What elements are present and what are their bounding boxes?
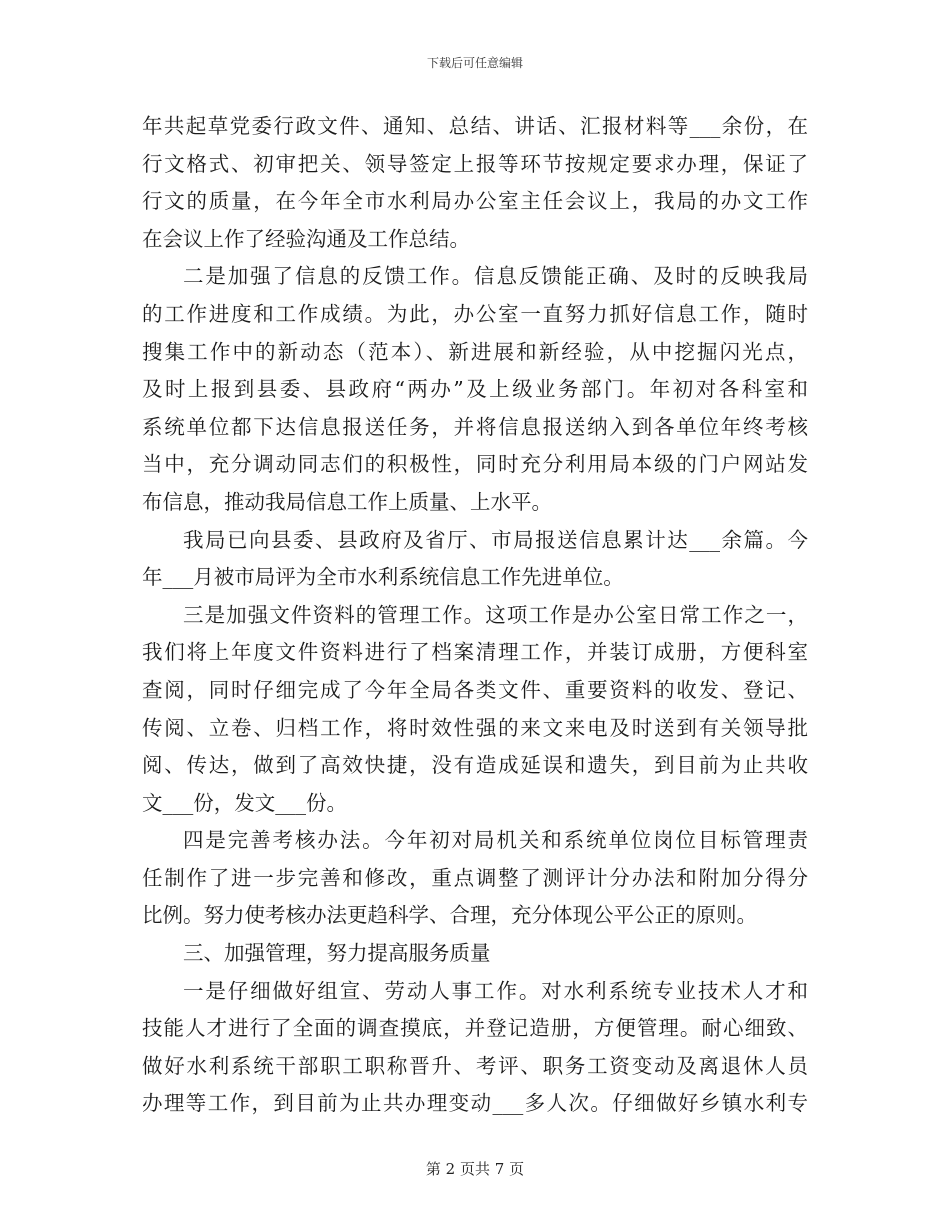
text-line: 年___月被市局评为全市水利系统信息工作先进单位。 <box>142 565 624 590</box>
text-line: 系统单位都下达信息报送任务，并将信息报送纳入到各单位年终考核 <box>142 414 808 439</box>
page-header: 下载后可任意编辑 <box>426 56 523 70</box>
text-line: 查阅，同时仔细完成了今年全局各类文件、重要资料的收发、登记、 <box>142 677 808 702</box>
text-line: 文___份，发文___份。 <box>142 790 347 815</box>
document-body <box>142 108 808 1123</box>
text-line: 在会议上作了经验沟通及工作总结。 <box>142 226 470 251</box>
text-line: 比例。努力使考核办法更趋科学、合理，充分体现公平公正的原则。 <box>142 903 757 928</box>
page-footer: 第 2 页共 7 页 <box>425 1160 525 1178</box>
text-line: 二是加强了信息的反馈工作。信息反馈能正确、及时的反映我局 <box>183 264 808 289</box>
text-line: 搜集工作中的新动态（范本）、新进展和新经验，从中挖掘闪光点， <box>142 339 808 364</box>
section-heading: 三、加强管理，努力提高服务质量 <box>183 941 491 966</box>
text-line: 布信息，推动我局信息工作上质量、上水平。 <box>142 489 552 514</box>
text-line: 的工作进度和工作成绩。为此，办公室一直努力抓好信息工作，随时 <box>142 301 808 326</box>
text-line: 四是完善考核办法。今年初对局机关和系统单位岗位目标管理责 <box>183 828 808 853</box>
text-line: 当中，充分调动同志们的积极性，同时充分利用局本级的门户网站发 <box>142 452 808 477</box>
text-line: 传阅、立卷、归档工作，将时效性强的来文来电及时送到有关领导批 <box>142 715 808 740</box>
text-line: 办理等工作，到目前为止共办理变动___多人次。仔细做好乡镇水利专 <box>142 1091 808 1116</box>
text-line: 阅、传达，做到了高效快捷，没有造成延误和遗失，到目前为止共收 <box>142 753 808 778</box>
text-line: 三是加强文件资料的管理工作。这项工作是办公室日常工作之一， <box>183 602 808 627</box>
text-line: 我局已向县委、县政府及省厅、市局报送信息累计达___余篇。今 <box>183 527 808 552</box>
text-line: 我们将上年度文件资料进行了档案清理工作，并装订成册，方便科室 <box>142 640 808 665</box>
text-line: 行文的质量，在今年全市水利局办公室主任会议上，我局的办文工作 <box>142 189 808 214</box>
text-line: 任制作了进一步完善和修改，重点调整了测评计分办法和附加分得分 <box>142 865 808 890</box>
text-line: 行文格式、初审把关、领导签定上报等环节按规定要求办理，保证了 <box>142 151 808 176</box>
text-line: 年共起草党委行政文件、通知、总结、讲话、汇报材料等___余份，在 <box>142 114 808 138</box>
text-line: 一是仔细做好组宣、劳动人事工作。对水利系统专业技术人才和 <box>183 978 808 1003</box>
text-line: 及时上报到县委、县政府“两办”及上级业务部门。年初对各科室和 <box>142 377 808 402</box>
text-line: 做好水利系统干部职工职称晋升、考评、职务工资变动及离退休人员 <box>142 1053 808 1078</box>
text-line: 技能人才进行了全面的调查摸底，并登记造册，方便管理。耐心细致、 <box>142 1016 808 1041</box>
